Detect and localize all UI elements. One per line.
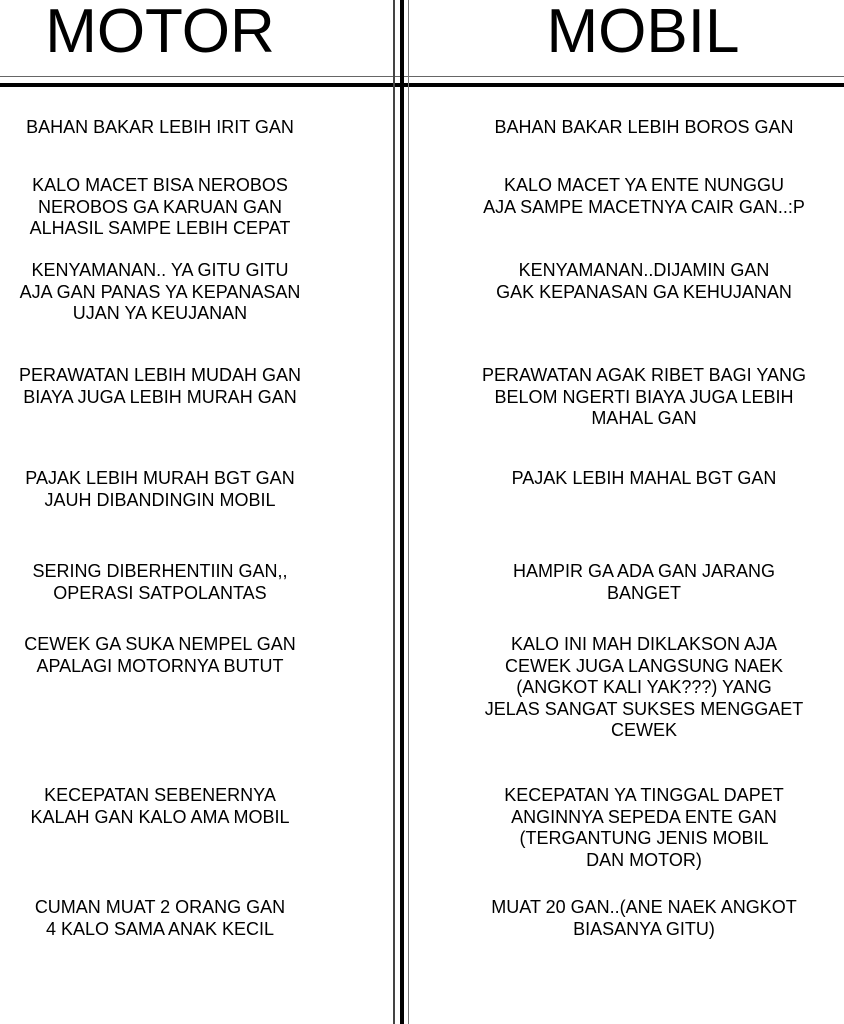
motor-cell-tax: PAJAK LEBIH MURAH BGT GAN JAUH DIBANDINGIN MOBIL (25, 468, 295, 510)
motor-cell-police: SERING DIBERHENTIIN GAN,, OPERASI SATPOLANTAS (32, 561, 288, 603)
mobil-cell-tax: PAJAK LEBIH MAHAL BGT GAN (511, 468, 777, 488)
header-divider-thin (0, 76, 844, 77)
mobil-cell-comfort: KENYAMANAN..DIJAMIN GAN GAK KEPANASAN GA KEHUJANAN (496, 260, 792, 302)
mobil-cell-capacity: MUAT 20 GAN..(ANE NAEK ANGKOT BIASANYA GITU) (491, 897, 797, 939)
motor-cell-girls: CEWEK GA SUKA NEMPEL GAN APALAGI MOTORNYA BUTUT (24, 634, 296, 676)
motor-cell-speed: KECEPATAN SEBENERNYA KALAH GAN KALO AMA MOBIL (30, 785, 290, 827)
header-mobil: MOBIL (546, 0, 740, 66)
mobil-cell-traffic: KALO MACET YA ENTE NUNGGU AJA SAMPE MACETNYA CAIR GAN..:P (483, 175, 805, 217)
mobil-cell-fuel: BAHAN BAKAR LEBIH BOROS GAN (494, 117, 794, 137)
column-divider-left (393, 0, 395, 1024)
motor-cell-maintenance: PERAWATAN LEBIH MUDAH GAN BIAYA JUGA LEBIH MURAH GAN (18, 365, 302, 407)
column-divider-right (408, 0, 409, 1024)
motor-cell-comfort: KENYAMANAN.. YA GITU GITU AJA GAN PANAS YA KEPANASAN UJAN YA KEUJANAN (19, 260, 301, 323)
motor-cell-fuel: BAHAN BAKAR LEBIH IRIT GAN (26, 117, 294, 137)
mobil-cell-speed: KECEPATAN YA TINGGAL DAPET ANGINNYA SEPEDA ENTE GAN (TERGANTUNG JENIS MOBIL DAN MOTOR) (504, 785, 784, 870)
mobil-cell-police: HAMPIR GA ADA GAN JARANG BANGET (512, 561, 776, 603)
motor-cell-traffic: KALO MACET BISA NEROBOS NEROBOS GA KARUAN GAN ALHASIL SAMPE LEBIH CEPAT (29, 175, 291, 238)
header-divider-thick (0, 83, 844, 87)
mobil-cell-girls: KALO INI MAH DIKLAKSON AJA CEWEK JUGA LANGSUNG NAEK (ANGKOT KALI YAK???) YANG JELAS SANGAT SUKSES MENGGAET CEWEK (484, 634, 804, 740)
column-divider-center (400, 0, 404, 1024)
mobil-cell-maintenance: PERAWATAN AGAK RIBET BAGI YANG BELOM NGERTI BIAYA JUGA LEBIH MAHAL GAN (481, 365, 807, 428)
motor-cell-capacity: CUMAN MUAT 2 ORANG GAN 4 KALO SAMA ANAK KECIL (34, 897, 286, 939)
header-motor: MOTOR (45, 0, 275, 66)
